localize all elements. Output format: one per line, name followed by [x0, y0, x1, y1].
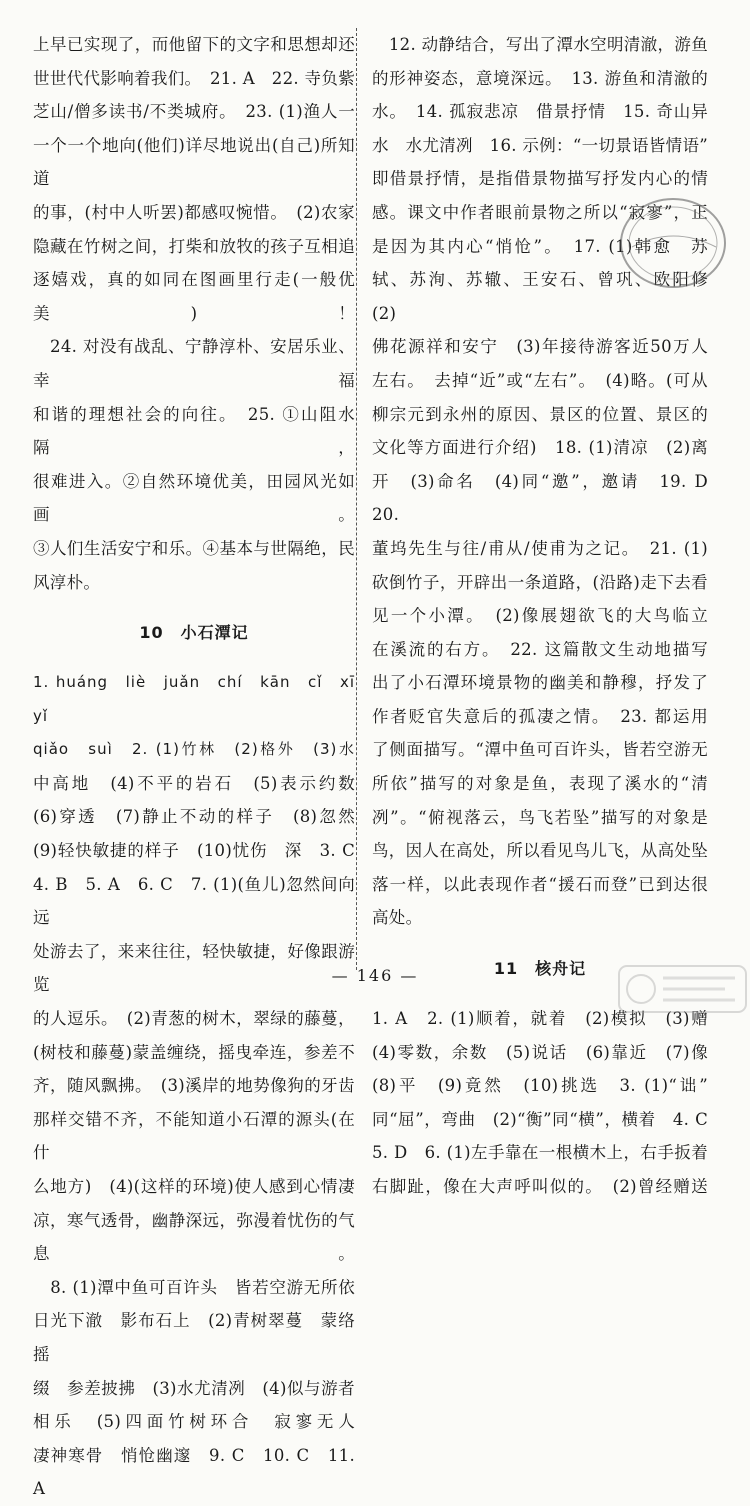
section-title: 11 核舟记: [493, 959, 587, 979]
text-line: 8. (1)潭中鱼可百许头 皆若空游无所依: [33, 1277, 355, 1297]
text-line: 1. A 2. (1)顺着，就着 (2)模拟 (3)赠: [372, 1009, 708, 1029]
text-line: 感。课文中作者眼前景物之所以“寂寥”，正: [372, 202, 708, 222]
text-line: 冽”。“俯视落云，鸟飞若坠”描写的对象是: [372, 807, 708, 827]
text-line: 日光下澈 影布石上 (2)青树翠蔓 蒙络摇: [33, 1311, 355, 1364]
text-line: 的形神姿态，意境深远。 13. 游鱼和清澈的: [372, 68, 708, 88]
text-line: 见一个小潭。 (2)像展翅欲飞的大鸟临立: [372, 606, 708, 626]
text-line: (9)轻快敏捷的样子 (10)忧伤 深 3. C: [33, 841, 355, 861]
text-line: 开 (3)命名 (4)同“邀”，邀请 19. D 20.: [372, 471, 725, 525]
column-divider: [356, 28, 357, 970]
text-line: 落一样，以此表现作者“援石而登”已到达很: [372, 874, 708, 894]
section-title: 10 小石潭记: [139, 623, 249, 643]
text-line: (树枝和藤蔓)蒙盖缠绕，摇曳牵连，参差不: [33, 1042, 355, 1062]
page-number: — 146 —: [331, 966, 419, 985]
text-line: qiǎo suì 2. (1)竹林 (2)格外 (3)水: [33, 740, 355, 759]
text-line: 中高地 (4)不平的岩石 (5)表示约数: [33, 773, 355, 793]
text-line: 5. D 6. (1)左手靠在一根横木上，右手扳着: [372, 1143, 708, 1163]
text-line: 隐藏在竹树之间，打柴和放牧的孩子互相追: [33, 236, 355, 256]
text-line: 同“屈”，弯曲 (2)“衡”同“横”，横着 4. C: [372, 1109, 708, 1129]
text-line: 世世代代影响着我们。 21. A 22. 寺负紫: [33, 68, 355, 88]
text-line: 那样交错不齐，不能知道小石潭的源头(在什: [33, 1109, 355, 1163]
text-line: (6)穿透 (7)静止不动的样子 (8)忽然: [33, 807, 355, 827]
text-line: 上早已实现了，而他留下的文字和思想却还: [33, 35, 355, 54]
text-line: 水 水尤清冽 16. 示例：“一切景语皆情语”: [372, 135, 708, 155]
text-line: 即借景抒情，是指借景物描写抒发内心的情: [372, 169, 708, 189]
text-line: 砍倒竹子，开辟出一条道路，(沿路)走下去看: [372, 572, 708, 592]
text-line: 左右。 去掉“近”或“左右”。 (4)略。(可从: [372, 370, 708, 390]
text-line: 么地方) (4)(这样的环境)使人感到心情凄: [33, 1177, 355, 1196]
text-line: 芝山/僧多读书/不类城府。 23. (1)渔人一: [33, 102, 355, 122]
text-line: 的人逗乐。 (2)青葱的树木，翠绿的藤蔓，: [33, 1009, 355, 1029]
text-line: 4. B 5. A 6. C 7. (1)(鱼儿)忽然间向远: [33, 874, 355, 928]
text-line: 缀 参差披拂 (3)水尤清冽 (4)似与游者: [33, 1378, 355, 1398]
text-line: 董坞先生与往/甫从/使甫为之记。 21. (1): [372, 538, 708, 558]
text-line: 鸟，因人在高处，所以看见鸟儿飞，从高处坠: [372, 841, 708, 861]
text-line: 24. 对没有战乱、宁静淳朴、安居乐业、幸福: [33, 337, 355, 390]
text-line: 齐，随风飘拂。 (3)溪岸的地势像狗的牙齿: [33, 1076, 355, 1096]
text-line: 逐嬉戏，真的如同在图画里行走(一般优美)！: [33, 270, 355, 323]
text-line: 的事，(村中人听罢)都感叹惋惜。 (2)农家: [33, 202, 355, 222]
text-line: 12. 动静结合，写出了潭水空明清澈，游鱼: [372, 35, 708, 54]
text-line: 了侧面描写。“潭中鱼可百许头，皆若空游无: [372, 740, 708, 760]
text-line: 柳宗元到永州的原因、景区的位置、景区的: [372, 404, 708, 424]
text-line: 1. huáng liè juǎn chí kān cǐ xī yǐ: [33, 673, 372, 725]
text-line: 出了小石潭环境景物的幽美和静穆，抒发了: [372, 673, 708, 693]
text-line: 一个一个地向(他们)详尽地说出(自己)所知道: [33, 135, 355, 189]
stamp-logo: [618, 195, 728, 290]
text-line: 凄神寒骨 悄怆幽邃 9. C 10. C 11. A: [33, 1445, 355, 1499]
text-line: ③人们生活安宁和乐。④基本与世隔绝，民: [33, 538, 355, 558]
text-line: 很难进入。②自然环境优美，田园风光如画。: [33, 471, 355, 525]
text-line: 是因为其内心“悄怆”。 17. (1)韩愈 苏: [372, 236, 708, 256]
text-line: 风淳朴。: [33, 572, 101, 592]
text-line: 文化等方面进行介绍) 18. (1)清凉 (2)离: [372, 438, 708, 458]
text-line: 相乐 (5)四面竹树环合 寂寥无人: [33, 1412, 355, 1432]
text-line: 佛花源祥和安宁 (3)年接待游客近50万人: [372, 337, 708, 357]
text-line: 轼、苏洵、苏辙、王安石、曾巩、欧阳修 (2): [372, 270, 725, 323]
text-line: 作者贬官失意后的孤凄之情。 23. 都运用: [372, 706, 708, 726]
text-line: 和谐的理想社会的向往。 25. ①山阻水隔，: [33, 404, 355, 458]
text-line: 所依”描写的对象是鱼，表现了溪水的“清: [372, 774, 708, 794]
text-line: 高处。: [372, 908, 423, 928]
text-line: (8)平 (9)竟然 (10)挑选 3. (1)“诎”: [372, 1076, 708, 1096]
text-line: 处游去了，来来往往，轻快敏捷，好像跟游览: [33, 941, 355, 995]
text-line: (4)零数，余数 (5)说话 (6)靠近 (7)像: [372, 1042, 708, 1062]
text-line: 凉，寒气透骨，幽静深远，弥漫着忧伤的气息。: [33, 1210, 355, 1264]
text-line: 右脚趾，像在大声呼叫似的。 (2)曾经赠送: [372, 1177, 708, 1196]
text-line: 水。 14. 孤寂悲凉 借景抒情 15. 奇山异: [372, 102, 708, 122]
text-line: 在溪流的右方。 22. 这篇散文生动地描写: [372, 639, 708, 659]
left-column: [33, 28, 372, 1506]
